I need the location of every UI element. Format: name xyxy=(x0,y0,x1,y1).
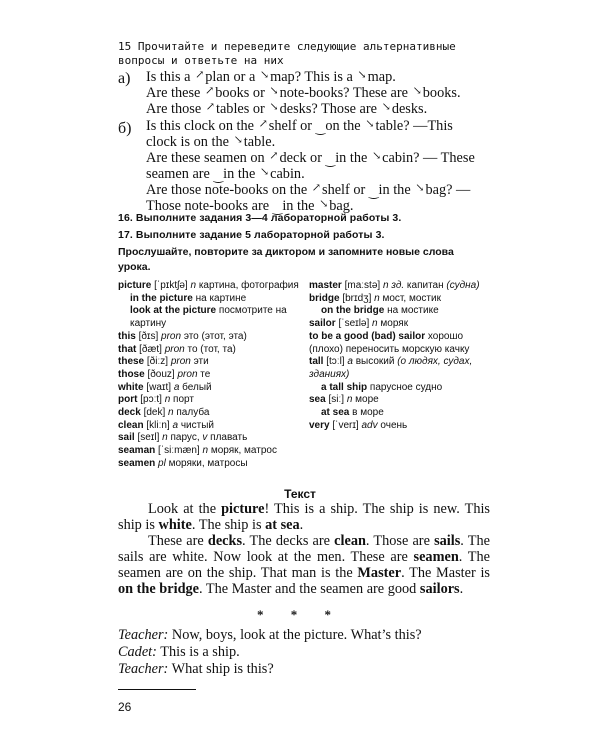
vocab-word: these xyxy=(118,356,145,368)
vocab-word: picture xyxy=(118,280,152,291)
vocab-transcription: [seɪl] xyxy=(137,432,160,444)
key-word: Master xyxy=(357,565,402,581)
sentence-text: cabin? — These xyxy=(382,150,475,166)
part-a-sentences xyxy=(146,70,496,118)
vocab-meaning: моряк, матрос xyxy=(210,445,277,457)
vocab-transcription: [ðouz] xyxy=(147,368,175,380)
vocab-word: seamen xyxy=(118,457,156,469)
sentence-text: shelf or xyxy=(322,182,369,198)
falling-tone-mark: ↘ xyxy=(381,101,391,113)
vocab-meaning: белый xyxy=(182,381,212,393)
sentence-line xyxy=(146,102,496,118)
falling-tone-mark: ↘ xyxy=(415,182,425,194)
sentence-text: table? —This xyxy=(375,118,453,134)
vocab-entry xyxy=(118,344,303,357)
vocab-transcription: [maːstə] xyxy=(344,280,381,291)
vocab-transcription: [dek] xyxy=(143,407,166,419)
vocab-word: at sea xyxy=(321,407,350,419)
vocab-entry xyxy=(309,318,494,331)
rising-tone-mark: ↗ xyxy=(258,118,268,130)
key-word: sailors xyxy=(419,581,460,597)
text-run: . xyxy=(299,517,304,533)
vocab-pos: a xyxy=(172,419,179,431)
sentence-line xyxy=(146,86,496,102)
vocab-transcription: [waɪt] xyxy=(146,381,172,393)
vocab-transcription: [tɔːl] xyxy=(326,356,345,368)
falling-tone-mark: ↘ xyxy=(233,134,243,146)
vocab-entry xyxy=(118,445,303,458)
key-word: seamen xyxy=(413,549,459,565)
vocab-entry xyxy=(118,420,303,433)
sentence-text: Are these seamen on xyxy=(146,150,269,166)
vocab-pos: pl xyxy=(158,457,166,469)
text-run: ! This is a ship. The ship is new. This ship is xyxy=(118,501,490,533)
vocab-word: sea xyxy=(309,394,326,406)
vocab-meaning: чистый xyxy=(180,419,214,431)
key-word: sails xyxy=(434,533,461,549)
falling-tone-mark: ↘ xyxy=(365,118,375,130)
text-run: . The ship is xyxy=(191,517,266,533)
vocab-note: (судна) xyxy=(446,280,480,291)
vocab-pos: n xyxy=(202,445,209,457)
text-run: . xyxy=(459,581,464,597)
vocab-meaning: то (тот, та) xyxy=(187,343,236,355)
sentence-text: on the xyxy=(325,118,365,134)
key-word: decks xyxy=(207,533,243,549)
sentence-line xyxy=(146,119,496,135)
vocab-entry xyxy=(118,280,303,293)
vocab-pos: pron xyxy=(177,368,198,380)
linking-mark: ‿ xyxy=(368,185,379,199)
falling-tone-mark: ↘ xyxy=(269,85,279,97)
rising-tone-mark: ↗ xyxy=(205,101,215,113)
sentence-text: note-books? These are xyxy=(279,85,412,101)
falling-tone-mark: ↘ xyxy=(259,166,270,178)
vocab-meaning: моряки, матросы xyxy=(168,457,248,469)
vocab-pos: pron xyxy=(164,343,185,355)
vocab-entry xyxy=(118,356,303,369)
sentence-text: Those note-books are xyxy=(146,198,273,214)
vocab-pos: pron xyxy=(170,356,191,368)
rising-tone-mark: ↗ xyxy=(204,85,215,97)
vocab-meaning: парусное судно xyxy=(369,381,443,393)
task-17: 17. Выполните задание 5 лабораторной работы 3. xyxy=(118,229,385,241)
speaker-name: Cadet: xyxy=(118,644,157,660)
sentence-text: bag. xyxy=(329,198,354,214)
vocab-entry xyxy=(309,293,494,306)
vocab-transcription: [kliːn] xyxy=(146,419,170,431)
vocab-meaning: на картине xyxy=(195,292,247,304)
vocab-pos: n xyxy=(346,394,353,406)
vocab-transcription: [brɪdʒ] xyxy=(342,292,372,304)
linking-mark: ‿ xyxy=(325,153,336,167)
sentence-text: map. xyxy=(367,69,396,85)
sentence-text: clock is on the xyxy=(146,134,233,150)
falling-tone-mark: ↘ xyxy=(412,85,422,97)
page-number: 26 xyxy=(118,700,132,714)
vocab-word: master xyxy=(309,280,342,291)
vocab-word: seaman xyxy=(118,445,156,457)
sentence-text: Are these xyxy=(146,85,204,101)
vocab-note: (о людях, судах, зданиях) xyxy=(309,356,473,380)
vocab-entry xyxy=(309,356,494,381)
sentence-text: in the xyxy=(282,198,319,214)
vocab-entry xyxy=(309,382,494,395)
text-run: . The Master and the seamen are good xyxy=(199,581,420,597)
rising-tone-mark: ↗ xyxy=(269,150,279,162)
vocab-word: that xyxy=(118,343,137,355)
vocab-word: clean xyxy=(118,419,144,431)
vocab-meaning: хорошо (плохо) переносить морскую качку xyxy=(309,330,470,355)
key-word: clean xyxy=(334,533,366,549)
vocab-entry xyxy=(118,394,303,407)
speaker-name: Teacher: xyxy=(118,661,169,677)
speaker-name: Teacher: xyxy=(118,627,169,643)
part-b-sentences xyxy=(146,119,496,215)
vocab-meaning: мост, мостик xyxy=(382,292,441,304)
vocab-transcription: [pɔːt] xyxy=(140,394,162,406)
vocab-entry xyxy=(118,293,303,306)
sentence-text: Is this clock on the xyxy=(146,118,258,134)
dialogue-text: This is a ship. xyxy=(160,644,240,660)
task-16: 16. Выполните задания 3—4 лабораторной работы 3. xyxy=(118,212,402,224)
sentence-text: table. xyxy=(243,134,276,150)
vocab-word: bridge xyxy=(309,292,340,304)
vocab-entry xyxy=(309,305,494,318)
dialogue xyxy=(118,627,490,678)
listen-instruction: Прослушайте, повторите за диктором и запомните новые слова урока. xyxy=(118,246,454,273)
key-word: on the bridge xyxy=(118,581,200,597)
vocab-meaning: море xyxy=(355,394,379,406)
falling-tone-mark: ↘ xyxy=(269,101,279,113)
vocab-transcription: [ˈpɪktʃə] xyxy=(154,280,188,291)
vocab-entry xyxy=(309,331,494,356)
vocab-meaning: моряк xyxy=(380,318,409,330)
key-word: picture xyxy=(221,501,265,517)
vocab-pos: v xyxy=(202,432,208,444)
vocab-pos: pron xyxy=(161,330,182,342)
vocab-meaning: зд. xyxy=(391,280,405,291)
vocab-pos: n xyxy=(382,280,389,291)
vocab-meaning: капитан xyxy=(406,280,444,291)
vocab-pos: adv xyxy=(361,419,378,431)
vocab-word: this xyxy=(118,330,136,342)
vocab-transcription: [ðiːz] xyxy=(146,356,169,368)
vocabulary-left-column xyxy=(118,280,303,471)
vocab-entry xyxy=(118,382,303,395)
vocab-entry xyxy=(118,432,303,445)
vocab-transcription: [ˈseɪlə] xyxy=(338,318,370,330)
linking-mark: ‿ xyxy=(213,169,224,183)
vocab-meaning: эти xyxy=(193,356,209,368)
vocab-transcription: [ðɪs] xyxy=(138,330,159,342)
vocab-entry xyxy=(118,458,303,471)
sentence-line xyxy=(146,183,496,199)
vocab-pos: n xyxy=(374,292,380,304)
key-word: white xyxy=(158,517,192,533)
vocab-word: sailor xyxy=(309,318,336,330)
part-b-label: б) xyxy=(118,120,132,137)
vocab-meaning: на мостике xyxy=(387,305,439,317)
vocab-entry xyxy=(309,280,494,293)
vocab-entry xyxy=(118,305,303,330)
sentence-text: deck or xyxy=(279,150,326,166)
text-paragraph xyxy=(118,533,490,597)
text-run: . The sails are white. Now look at the men. These are xyxy=(118,533,490,565)
dialogue-line xyxy=(118,644,490,661)
vocab-meaning: очень xyxy=(380,419,408,431)
vocab-pos: a xyxy=(173,381,180,393)
sentence-line xyxy=(146,135,496,151)
part-a-label: а) xyxy=(118,70,131,87)
vocab-meaning: те xyxy=(200,368,211,380)
sentence-line xyxy=(146,151,496,167)
sentence-text: Are those note-books on the xyxy=(146,182,311,198)
vocab-meaning: палуба xyxy=(176,407,210,419)
dialogue-text: Now, boys, look at the picture. What’s this? xyxy=(171,627,422,643)
vocab-word: very xyxy=(309,419,330,431)
rising-tone-mark: ↗ xyxy=(311,182,321,194)
sentence-text: seamen are xyxy=(146,166,214,182)
sentence-text: in the xyxy=(223,166,259,182)
vocab-pos: n xyxy=(162,432,168,444)
vocab-meaning: это (этот, эта) xyxy=(183,330,247,342)
section-separator: * * * xyxy=(257,607,343,622)
text-run: . Those are xyxy=(365,533,435,549)
vocab-entry xyxy=(118,331,303,344)
vocab-transcription: [ðæt] xyxy=(139,343,162,355)
falling-tone-mark: ↘ xyxy=(319,198,329,210)
text-paragraph xyxy=(118,501,490,533)
exercise-instruction-text: Прочитайте и переведите следующие альтернативные вопросы и ответьте на них xyxy=(118,40,456,67)
vocab-meaning: высокий xyxy=(355,356,395,368)
sentence-text: cabin. xyxy=(270,166,305,182)
vocab-word: on the bridge xyxy=(321,305,385,317)
text-body xyxy=(118,501,490,597)
sentence-text: tables or xyxy=(215,101,269,117)
vocab-pos: a xyxy=(347,356,353,368)
vocab-word: sail xyxy=(118,432,135,444)
falling-tone-mark: ↘ xyxy=(371,150,382,162)
vocab-meaning: парус, xyxy=(170,432,200,444)
linking-mark: ‿ xyxy=(315,121,326,135)
sentence-text: shelf or xyxy=(268,118,316,134)
sentence-text: Are those xyxy=(146,101,205,117)
vocabulary-right-column xyxy=(309,280,494,432)
dialogue-line xyxy=(118,661,490,678)
sentence-text: plan or a xyxy=(205,69,259,85)
sentence-text: bag? — xyxy=(425,182,471,198)
vocab-word: tall xyxy=(309,356,324,368)
vocab-word: a tall ship xyxy=(321,381,368,393)
sentence-text: books or xyxy=(215,85,269,101)
sentence-text: map? This is a xyxy=(270,69,357,85)
linking-mark: ‿ xyxy=(272,201,283,215)
vocab-meaning: порт xyxy=(173,394,194,406)
sentence-text: desks. xyxy=(391,101,428,117)
text-run: . The decks are xyxy=(242,533,335,549)
vocab-pos: n xyxy=(168,407,174,419)
sentence-line xyxy=(146,70,496,86)
vocab-entry xyxy=(118,407,303,420)
vocab-pos: n xyxy=(164,394,171,406)
rising-tone-mark: ↗ xyxy=(195,69,205,81)
text-title: Текст xyxy=(284,487,316,501)
key-word: at sea xyxy=(265,517,300,533)
footnote-rule xyxy=(118,689,196,690)
vocab-transcription: [ˈsiːmæn] xyxy=(158,445,200,457)
vocab-transcription: [siː] xyxy=(328,394,345,406)
text-run: These are xyxy=(148,533,208,549)
sentence-text: Is this a xyxy=(146,69,195,85)
exercise-15-instruction xyxy=(118,40,488,68)
vocab-entry xyxy=(309,420,494,433)
sentence-text: in the xyxy=(335,150,371,166)
vocab-pos: n xyxy=(372,318,378,330)
falling-tone-mark: ↘ xyxy=(259,69,270,81)
dialogue-text: What ship is this? xyxy=(171,661,274,677)
sentence-text: in the xyxy=(378,182,415,198)
falling-tone-mark: ↘ xyxy=(357,69,367,81)
vocab-meaning: плавать xyxy=(210,432,248,444)
text-run: Look at the xyxy=(148,501,222,517)
sentence-text: books. xyxy=(422,85,461,101)
vocab-word: port xyxy=(118,394,138,406)
sentence-text: desks? Those are xyxy=(279,101,381,117)
vocab-word: deck xyxy=(118,407,141,419)
vocab-word: to be a good (bad) sailor xyxy=(309,330,426,342)
vocab-pos: n xyxy=(190,280,197,291)
vocab-entry xyxy=(309,394,494,407)
vocab-meaning: в море xyxy=(352,407,384,419)
dialogue-line xyxy=(118,627,490,644)
vocab-entry xyxy=(309,407,494,420)
vocab-meaning: картина, фотография xyxy=(198,280,299,291)
vocab-meaning: посмотрите на картину xyxy=(130,305,287,330)
vocab-entry xyxy=(118,369,303,382)
sentence-line xyxy=(146,167,496,183)
text-run: . The Master is xyxy=(401,565,490,581)
text-run: . The seamen are on the ship. That man is the xyxy=(118,549,491,581)
vocab-word: white xyxy=(118,381,144,393)
vocab-word: in the picture xyxy=(130,292,193,304)
vocab-word: look at the picture xyxy=(130,305,217,317)
vocab-transcription: [ˈverɪ] xyxy=(332,419,359,431)
vocab-word: those xyxy=(118,368,145,380)
exercise-number: 15 xyxy=(118,40,132,53)
